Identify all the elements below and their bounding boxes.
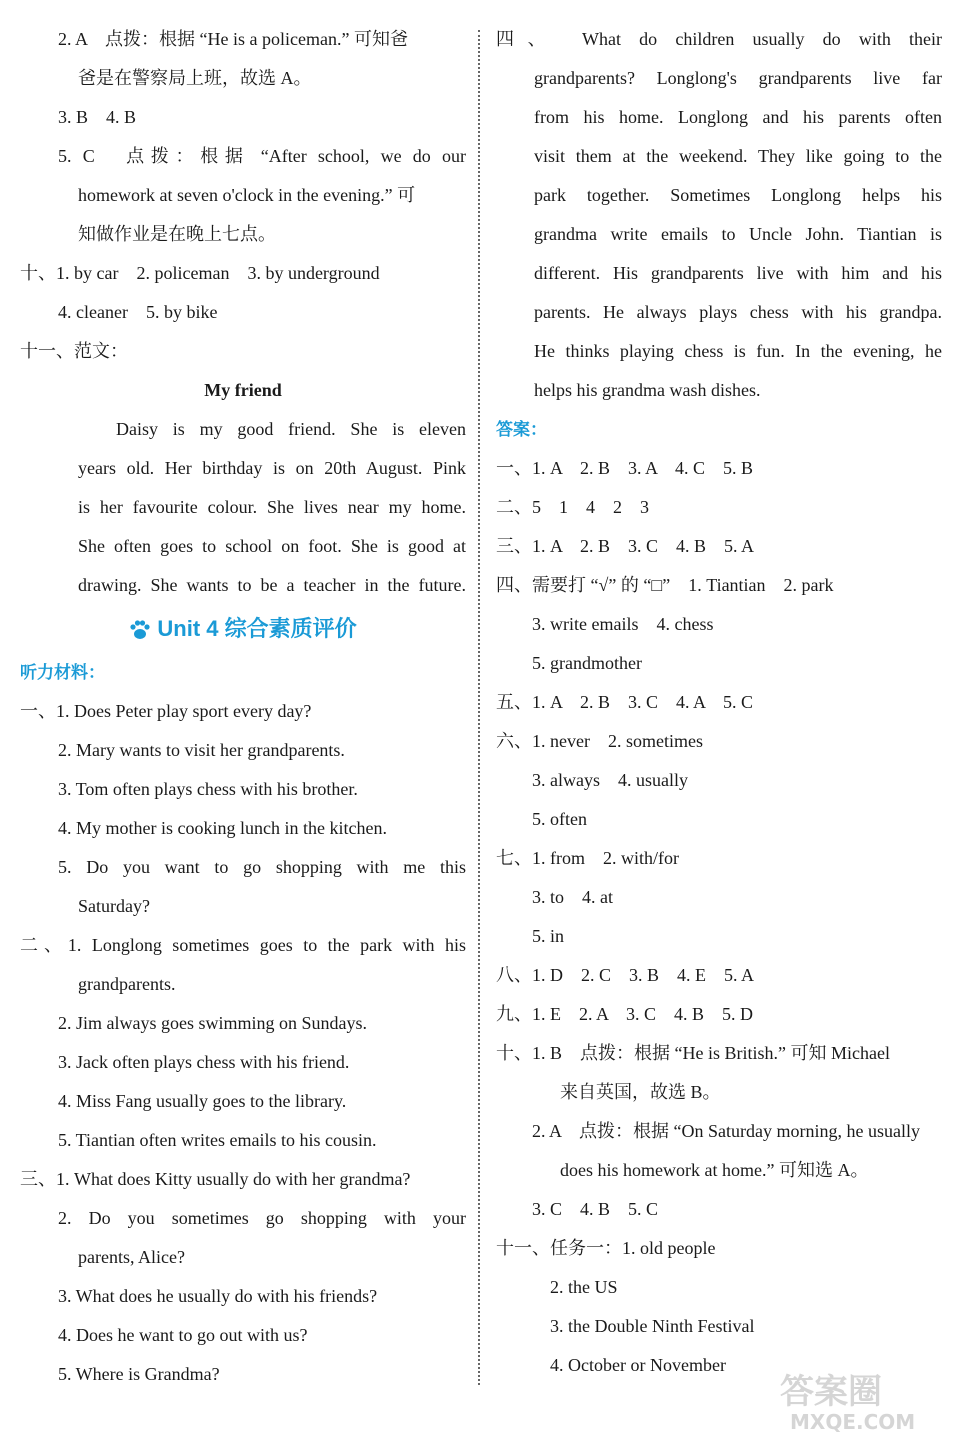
text-line: 5. Where is Grandma?	[58, 1364, 220, 1384]
text-line: Daisy is my good friend. She is eleven	[116, 419, 466, 439]
text-line: 九、1. E 2. A 3. C 4. B 5. D	[496, 1004, 754, 1024]
text-line: 4. Does he want to go out with us?	[58, 1325, 308, 1345]
text-line: helps his grandma wash dishes.	[534, 380, 761, 400]
watermark-logo	[770, 1365, 950, 1435]
text-line: She often goes to school on foot. She is good at	[78, 536, 466, 556]
text-line: 5. Do you want to go shopping with me this	[58, 857, 466, 877]
paw-icon	[129, 620, 151, 640]
listening-label: 听力材料：	[20, 663, 105, 682]
text-line: He thinks playing chess is fun. In the evening, he	[534, 341, 942, 361]
text-line: years old. Her birthday is on 20th August. Pink	[78, 458, 466, 478]
text-line: 三、1. What does Kitty usually do with her grandma?	[20, 1169, 411, 1189]
text-line: 3. write emails 4. chess	[532, 614, 714, 634]
text-line: 来自英国，故选 B。	[560, 1082, 721, 1102]
text-line: grandparents? Longlong's grandparents live far	[534, 68, 942, 88]
text-line: grandparents.	[78, 974, 176, 994]
text-line: 十一、任务一：1. old people	[496, 1238, 716, 1258]
text-line: 十、1. B 点拨：根据 “He is British.” 可知 Michael	[496, 1043, 890, 1063]
unit-title-text: Unit 4 综合素质评价	[157, 616, 357, 641]
text-line: 知做作业是在晚上七点。	[78, 224, 276, 244]
text-line: 3. B 4. B	[58, 107, 137, 127]
text-line: parents, Alice?	[78, 1247, 185, 1267]
text-line: different. His grandparents live with him and his	[534, 263, 942, 283]
text-line: 3. Tom often plays chess with his brother.	[58, 779, 358, 799]
text-line: 4. cleaner 5. by bike	[58, 302, 218, 322]
text-line: 十一、范文：	[20, 341, 128, 361]
text-line: grandma write emails to Uncle John. Tiantian is	[534, 224, 942, 244]
text-line: 3. always 4. usually	[532, 770, 688, 790]
text-line: 2. A 点拨：根据 “On Saturday morning, he usually	[532, 1121, 920, 1141]
text-line: 2. A 点拨：根据 “He is a policeman.” 可知爸	[58, 29, 408, 49]
text-line: 2. Mary wants to visit her grandparents.	[58, 740, 345, 760]
text-line: 3. to 4. at	[532, 887, 613, 907]
text-line: 2. the US	[550, 1277, 618, 1297]
text-line: 5. grandmother	[532, 653, 642, 673]
column-divider	[478, 30, 480, 1385]
text-line: 三、1. A 2. B 3. C 4. B 5. A	[496, 536, 755, 556]
text-line: 爸是在警察局上班，故选 A。	[78, 68, 312, 88]
text-line: 二、1. Longlong sometimes goes to the park with his	[20, 935, 466, 955]
text-line: 4. October or November	[550, 1355, 726, 1375]
text-line: 五、1. A 2. B 3. C 4. A 5. C	[496, 692, 754, 712]
text-line: 六、1. never 2. sometimes	[496, 731, 703, 751]
text-line: 一、1. A 2. B 3. A 4. C 5. B	[496, 458, 754, 478]
text-line: 八、1. D 2. C 3. B 4. E 5. A	[496, 965, 755, 985]
text-line: 2. Jim always goes swimming on Sundays.	[58, 1013, 367, 1033]
text-line: 3. What does he usually do with his friends?	[58, 1286, 378, 1306]
text-line: from his home. Longlong and his parents often	[534, 107, 942, 127]
text-line: 七、1. from 2. with/for	[496, 848, 679, 868]
text-line: Saturday?	[78, 896, 150, 916]
text-line: 四、需要打 “√” 的 “□” 1. Tiantian 2. park	[496, 575, 834, 595]
text-line: 5. in	[532, 926, 565, 946]
watermark-text: 答案圈	[780, 1372, 882, 1412]
text-line: 5. often	[532, 809, 587, 829]
right-column	[496, 20, 942, 1385]
text-line: 2. Do you sometimes go shopping with your	[58, 1208, 466, 1228]
text-line: parents. He always plays chess with his grandpa.	[534, 302, 942, 322]
text-line: 四、 What do children usually do with their	[496, 29, 942, 49]
text-line: park together. Sometimes Longlong helps his	[534, 185, 942, 205]
answers-label: 答案：	[496, 420, 547, 439]
text-line: 3. the Double Ninth Festival	[550, 1316, 755, 1336]
text-line: 4. My mother is cooking lunch in the kitchen.	[58, 818, 387, 838]
text-line: homework at seven o'clock in the evening.” 可	[78, 185, 416, 205]
watermark-url: MXQE.COM	[790, 1410, 916, 1434]
text-line: 5. Tiantian often writes emails to his cousin.	[58, 1130, 377, 1150]
unit-title	[20, 605, 466, 653]
text-line: 3. C 4. B 5. C	[532, 1199, 659, 1219]
text-line: 二、5 1 4 2 3	[496, 497, 649, 517]
text-line: is her favourite colour. She lives near my home.	[78, 497, 466, 517]
text-line: 4. Miss Fang usually goes to the library.	[58, 1091, 347, 1111]
text-line: 3. Jack often plays chess with his friend.	[58, 1052, 350, 1072]
text-line: does his homework at home.” 可知选 A。	[560, 1160, 869, 1180]
text-line: 一、1. Does Peter play sport every day?	[20, 701, 312, 721]
essay-title: My friend	[204, 380, 282, 400]
left-column	[20, 20, 466, 1394]
text-line: 5. C 点拨：根据 “After school, we do our	[58, 146, 466, 166]
text-line: visit them at the weekend. They like going to the	[534, 146, 942, 166]
text-line: drawing. She wants to be a teacher in the future.	[78, 575, 466, 595]
text-line: 十、1. by car 2. policeman 3. by underground	[20, 263, 380, 283]
